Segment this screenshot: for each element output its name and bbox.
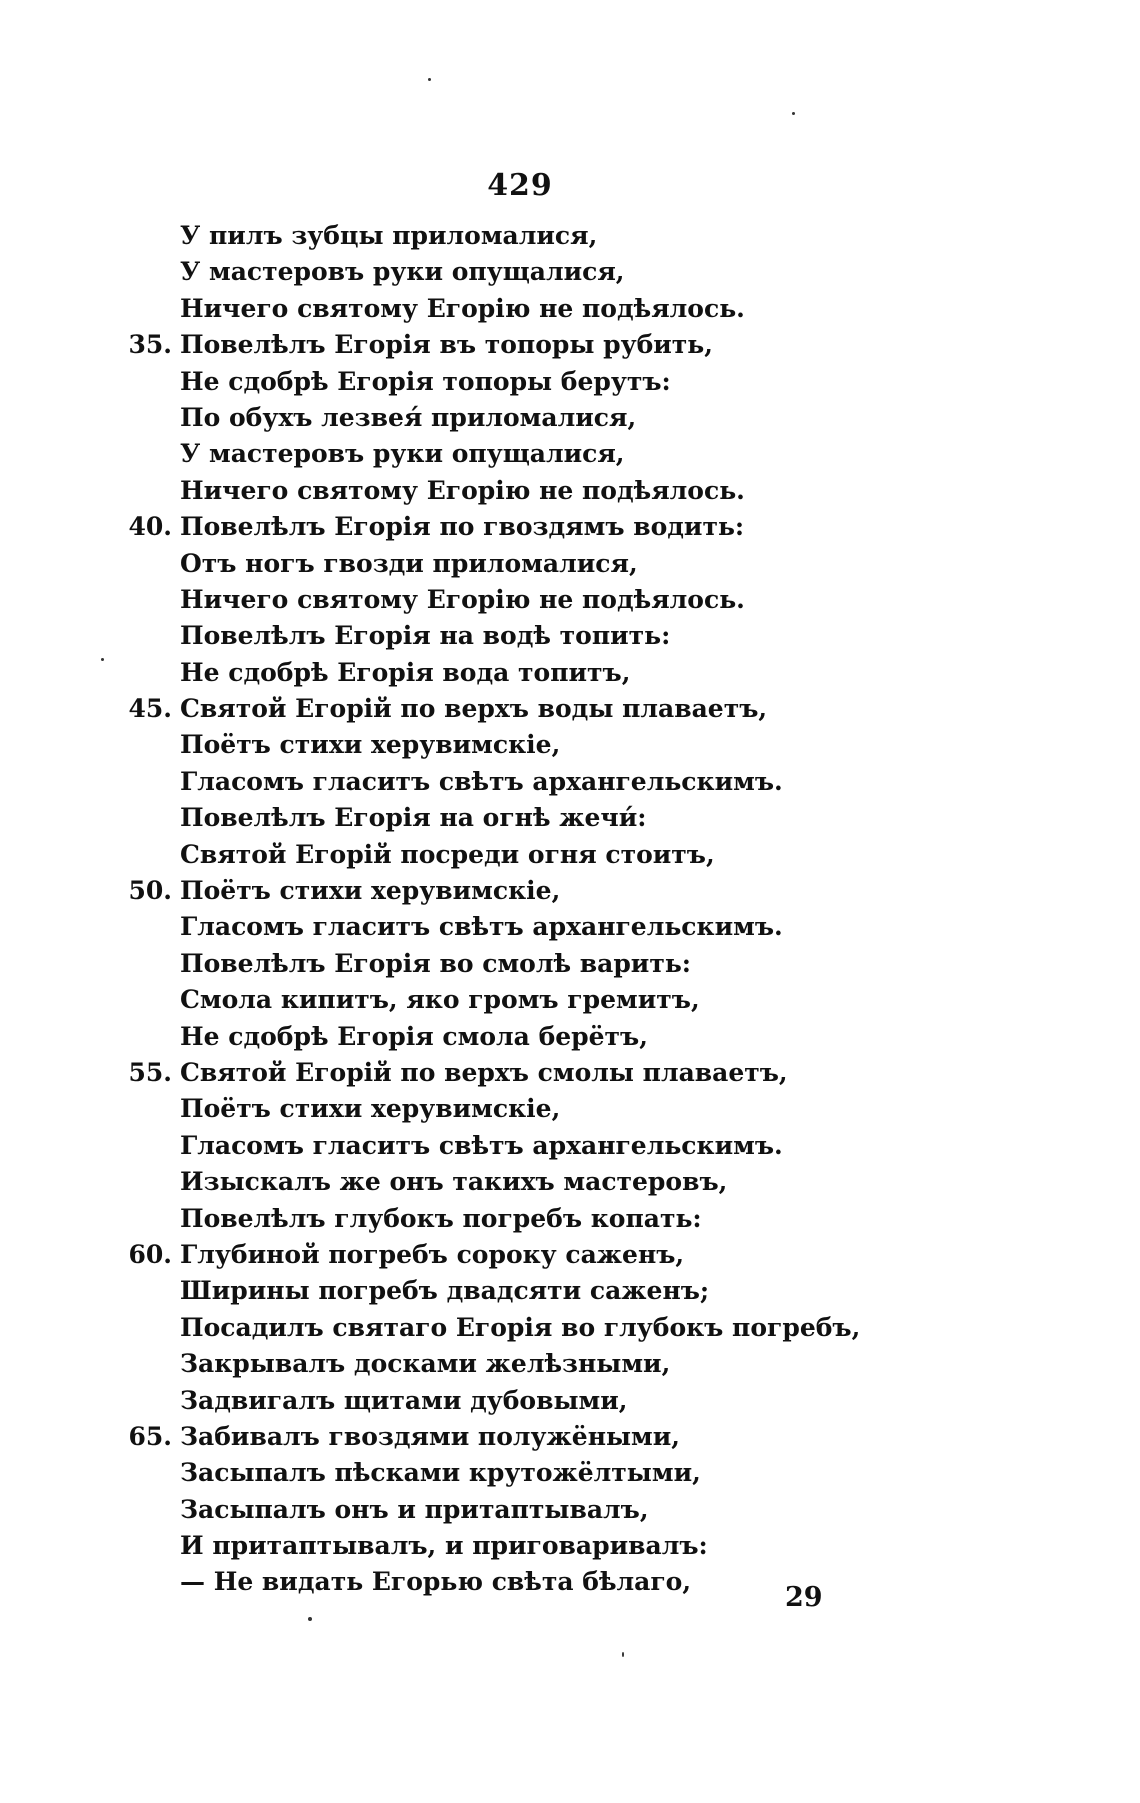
line-text: Поётъ стихи херувимскіе, — [180, 730, 561, 760]
scan-speck — [428, 78, 431, 81]
line-text: Поётъ стихи херувимскіе, — [180, 876, 561, 906]
line-text: Посадилъ святаго Егорія во глубокъ погребъ, — [180, 1312, 861, 1342]
line-text: Не сдобрѣ Егорія смола берётъ, — [180, 1021, 648, 1051]
poem-line — [110, 473, 1010, 509]
poem-line — [110, 1237, 1010, 1273]
line-text: У мастеровъ руки опущалися, — [180, 439, 625, 469]
line-text: Засыпалъ пѣсками крутожёлтыми, — [180, 1458, 701, 1488]
poem-line — [110, 1492, 1010, 1528]
line-text: Гласомъ гласитъ свѣтъ архангельскимъ. — [180, 1130, 783, 1160]
line-text: Отъ ногъ гвозди приломалися, — [180, 548, 638, 578]
poem-line — [110, 509, 1010, 545]
poem-line — [110, 1164, 1010, 1200]
scan-speck — [622, 1652, 624, 1657]
poem-line — [110, 618, 1010, 654]
scan-speck — [101, 658, 104, 661]
page-number: 429 — [487, 168, 553, 203]
line-number: 35. — [128, 330, 172, 360]
line-text: Закрывалъ досками желѣзными, — [180, 1349, 671, 1379]
poem-line — [110, 254, 1010, 290]
line-text: Гласомъ гласитъ свѣтъ архангельскимъ. — [180, 766, 783, 796]
poem-line — [110, 1455, 1010, 1491]
poem-line — [110, 436, 1010, 472]
line-text: Глубиной погребъ сороку саженъ, — [180, 1239, 685, 1269]
line-text: И притаптывалъ, и приговаривалъ: — [180, 1531, 708, 1561]
line-text: Ничего святому Егорію не подѣялось. — [180, 584, 745, 614]
poem-line — [110, 1528, 1010, 1564]
poem-line — [110, 982, 1010, 1018]
line-text: Святой Егорій посреди огня стоитъ, — [180, 839, 715, 869]
line-text: Поётъ стихи херувимскіе, — [180, 1094, 561, 1124]
poem-line — [110, 400, 1010, 436]
poem-line — [110, 1019, 1010, 1055]
poem-line — [110, 764, 1010, 800]
poem-line — [110, 1201, 1010, 1237]
line-text: Святой Егорій по верхъ воды плаваетъ, — [180, 694, 768, 724]
poem-line — [110, 1564, 1010, 1600]
poem-line — [110, 909, 1010, 945]
poem-line — [110, 800, 1010, 836]
line-text: Ничего святому Егорію не подѣялось. — [180, 475, 745, 505]
poem-line — [110, 1383, 1010, 1419]
poem-line — [110, 837, 1010, 873]
line-text: Повелѣлъ Егорія во смолѣ варить: — [180, 948, 692, 978]
line-number: 55. — [128, 1057, 172, 1087]
scan-speck — [792, 112, 795, 115]
line-text: Изыскалъ же онъ такихъ мастеровъ, — [180, 1167, 728, 1197]
line-text: — Не видать Егорью свѣта бѣлаго, — [180, 1567, 692, 1597]
line-text: Повелѣлъ Егорія на огнѣ жечи́: — [180, 803, 647, 833]
poem-line — [110, 327, 1010, 363]
line-number: 50. — [128, 876, 172, 906]
poem-line — [110, 1091, 1010, 1127]
line-number: 45. — [128, 694, 172, 724]
line-text: Повелѣлъ Егорія въ топоры рубить, — [180, 330, 713, 360]
line-text: Святой Егорій по верхъ смолы плаваетъ, — [180, 1057, 788, 1087]
line-number: 60. — [128, 1239, 172, 1269]
poem-line — [110, 946, 1010, 982]
line-text: У пилъ зубцы приломалися, — [180, 221, 598, 250]
poem-line — [110, 546, 1010, 582]
line-text: Смола кипитъ, яко громъ гремитъ, — [180, 985, 700, 1015]
line-text: Гласомъ гласитъ свѣтъ архангельскимъ. — [180, 912, 783, 942]
line-text: Повелѣлъ Егорія по гвоздямъ водить: — [180, 512, 745, 542]
poem-line — [110, 582, 1010, 618]
poem-text — [110, 218, 1010, 1601]
poem-line — [110, 1055, 1010, 1091]
poem-line — [110, 364, 1010, 400]
poem-line — [110, 291, 1010, 327]
line-text: Повелѣлъ Егорія на водѣ топить: — [180, 621, 671, 651]
poem-line — [110, 655, 1010, 691]
poem-line — [110, 1346, 1010, 1382]
poem-line — [110, 691, 1010, 727]
line-text: Ширины погребъ двадсяти саженъ; — [180, 1276, 710, 1306]
poem-line — [110, 873, 1010, 909]
poem-line — [110, 218, 1010, 254]
line-text: По обухъ лезвея́ приломалися, — [180, 402, 637, 432]
poem-line — [110, 1273, 1010, 1309]
line-text: Забивалъ гвоздями полужёными, — [180, 1421, 681, 1451]
poem-line — [110, 727, 1010, 763]
poem-line — [110, 1128, 1010, 1164]
line-text: Не сдобрѣ Егорія вода топитъ, — [180, 657, 631, 687]
line-text: Задвигалъ щитами дубовыми, — [180, 1385, 628, 1415]
line-text: У мастеровъ руки опущалися, — [180, 257, 625, 287]
signature-mark: 29 — [785, 1582, 823, 1613]
line-text: Не сдобрѣ Егорія топоры берутъ: — [180, 366, 671, 396]
line-text: Засыпалъ онъ и притаптывалъ, — [180, 1494, 649, 1524]
line-text: Повелѣлъ глубокъ погребъ копать: — [180, 1203, 702, 1233]
poem-line — [110, 1419, 1010, 1455]
poem-line — [110, 1310, 1010, 1346]
line-number: 40. — [128, 512, 172, 542]
line-text: Ничего святому Егорію не подѣялось. — [180, 293, 745, 323]
scan-speck — [308, 1617, 312, 1621]
line-number: 65. — [128, 1421, 172, 1451]
